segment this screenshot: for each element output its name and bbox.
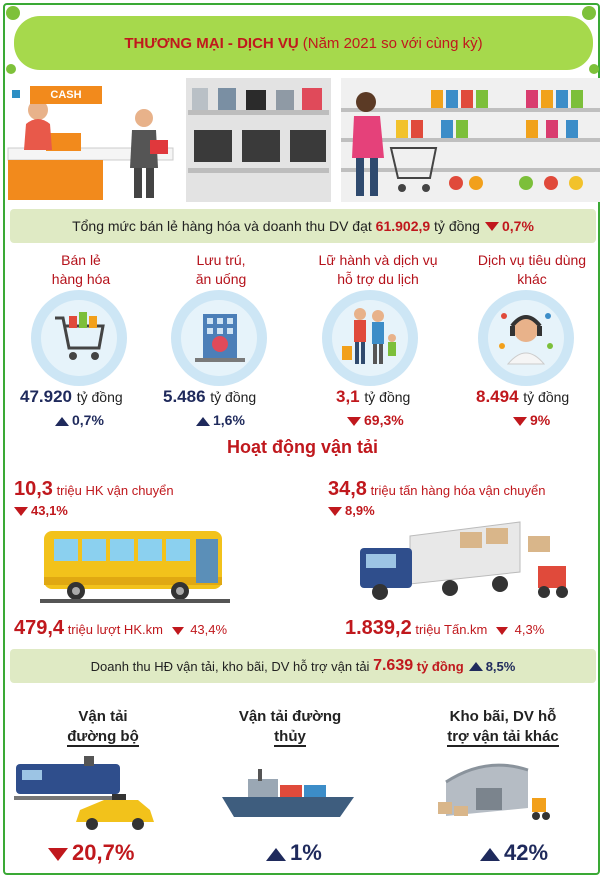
- cargo-volume: 34,8 triệu tấn hàng hóa vận chuyển: [328, 478, 546, 500]
- mode-warehouse-title: Kho bãi, DV hỗ trợ vận tải khác: [447, 708, 559, 745]
- title-banner: [14, 16, 593, 70]
- corner-dot-icon: [6, 64, 16, 74]
- cash-sign: CASH: [30, 86, 102, 104]
- category-services-value: 8.494 tỷ đồng: [476, 387, 570, 406]
- arrow-up-icon: [266, 848, 286, 861]
- cargo-change: 8,9%: [328, 503, 375, 518]
- shopping-cart-icon: [31, 290, 127, 386]
- truck-icon: [350, 516, 580, 606]
- retail-total-value: 61.902,9: [375, 218, 431, 234]
- arrow-down-icon: [328, 507, 342, 516]
- warehouse-icon: [436, 752, 556, 824]
- category-retail-value: 47.920 tỷ đồng: [20, 387, 123, 406]
- bus-icon: [40, 525, 230, 605]
- corner-dot-icon: [6, 6, 20, 20]
- passenger-km: 479,4 triệu lượt HK.km 43,4%: [14, 617, 228, 639]
- arrow-down-icon: [14, 507, 28, 516]
- arrow-down-icon: [513, 417, 527, 426]
- mode-road-change: 20,7%: [48, 840, 134, 866]
- transport-revenue-value: 7.639: [373, 657, 414, 674]
- category-travel-value: 3,1 tỷ đồng: [336, 387, 411, 406]
- passenger-volume: 10,3 triệu HK vận chuyển: [14, 478, 174, 500]
- arrow-up-icon: [55, 417, 69, 426]
- transport-revenue-label: Doanh thu HĐ vận tải, kho bãi, DV hỗ trợ vận tải: [90, 658, 370, 674]
- hotel-icon: [171, 290, 267, 386]
- transport-revenue-change: 8,5%: [485, 658, 516, 674]
- category-lodging-value: 5.486 tỷ đồng: [163, 387, 257, 406]
- retail-total-change: 0,7%: [501, 218, 534, 234]
- arrow-up-icon: [480, 848, 500, 861]
- travelers-icon: [322, 290, 418, 386]
- arrow-down-icon: [347, 417, 361, 426]
- category-retail-change: 0,7%: [50, 412, 104, 428]
- cargo-km: 1.839,2 triệu Tấn.km 4,3%: [345, 617, 545, 639]
- mode-water-change: 1%: [266, 840, 322, 866]
- category-travel-change: 69,3%: [342, 412, 404, 428]
- service-agent-icon: [478, 290, 574, 386]
- retail-total-bar: [10, 209, 596, 243]
- mode-water-title: Vận tải đường thủy: [238, 708, 342, 745]
- transport-section-title: Hoạt động vận tải: [226, 437, 378, 457]
- category-services-label: Dịch vụ tiêu dùng khác: [477, 252, 587, 287]
- arrow-up-icon: [469, 662, 483, 671]
- category-lodging-label: Lưu trú, ăn uống: [195, 252, 247, 287]
- transport-revenue-unit: tỷ đồng: [416, 658, 464, 674]
- passenger-change: 43,1%: [14, 503, 68, 518]
- train-taxi-icon: [14, 752, 164, 832]
- category-lodging-change: 1,6%: [191, 412, 245, 428]
- transport-revenue-bar: [10, 649, 596, 683]
- title-sub: (Năm 2021 so với cùng kỳ): [302, 34, 483, 52]
- arrow-down-icon: [485, 222, 499, 231]
- arrow-down-icon: [172, 627, 184, 635]
- corner-dot-icon: [589, 64, 599, 74]
- mode-warehouse-change: 42%: [480, 840, 548, 866]
- category-services-change: 9%: [508, 412, 550, 428]
- title-main: THƯƠNG MẠI - DỊCH VỤ: [124, 34, 299, 52]
- retail-total-label: Tổng mức bán lẻ hàng hóa và doanh thu DV đạt: [72, 218, 372, 234]
- retail-total-unit: tỷ đồng: [434, 218, 480, 234]
- category-retail-label: Bán lẻ hàng hóa: [51, 252, 111, 287]
- ship-icon: [218, 765, 358, 825]
- arrow-up-icon: [196, 417, 210, 426]
- arrow-down-icon: [48, 848, 68, 861]
- mode-road-title: Vận tải đường bộ: [67, 708, 139, 745]
- category-travel-label: Lữ hành và dịch vụ hỗ trợ du lịch: [318, 252, 438, 287]
- corner-dot-icon: [582, 6, 596, 20]
- arrow-down-icon: [496, 627, 508, 635]
